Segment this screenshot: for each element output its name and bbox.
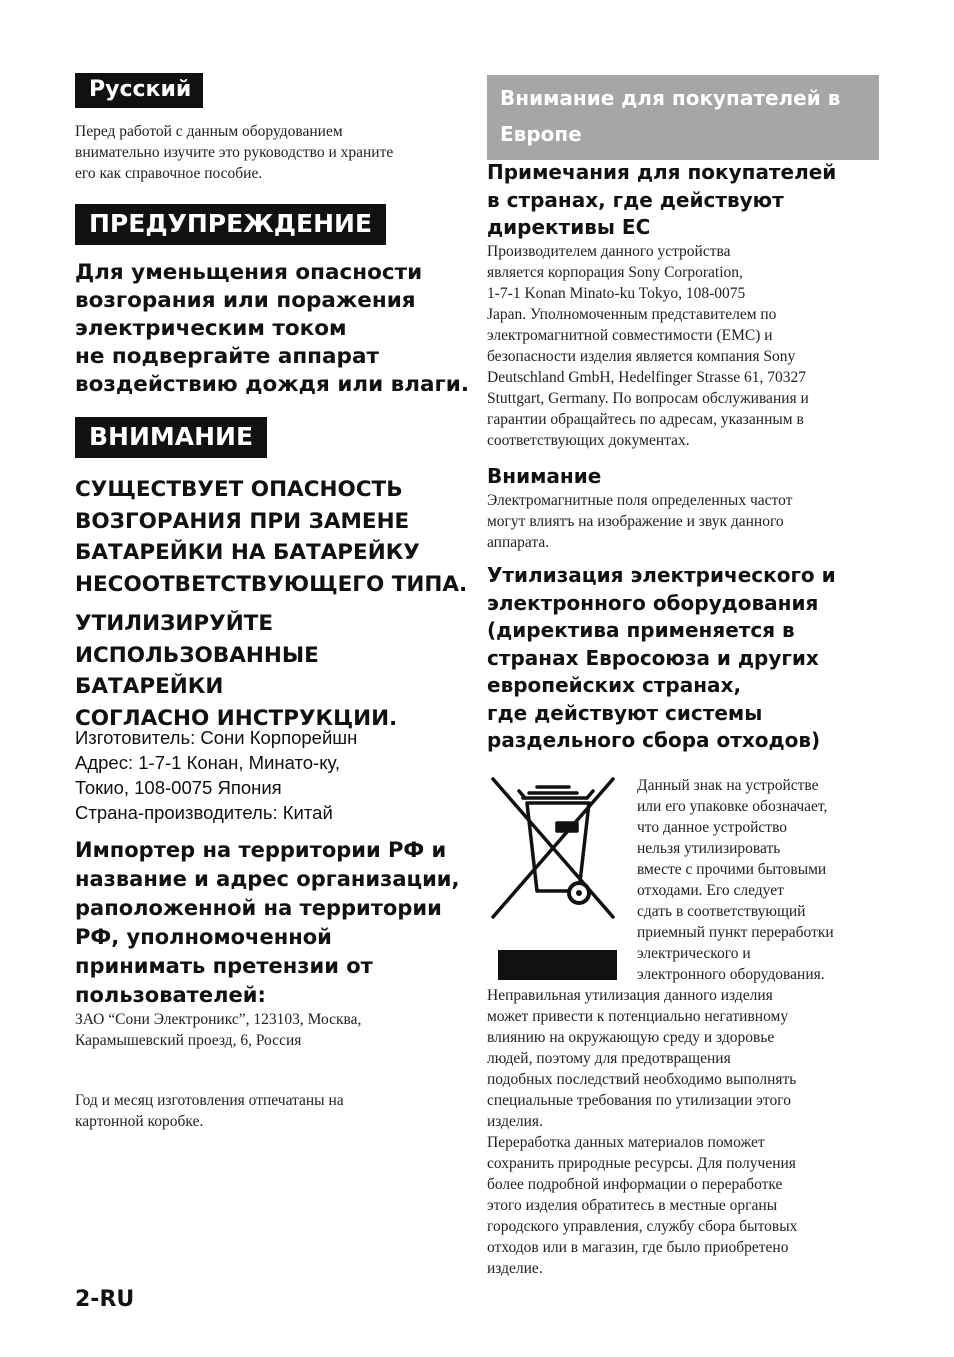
crossed-out-wheelie-bin-icon [487, 773, 619, 983]
attention-text: Электромагнитные поля определенных частот могут влиятъ на изображение и звук данного аппарата. [487, 492, 793, 551]
weee-text-1: Неправильная утилизация данного изделия может привести к потенциально негативному влиянию на окружающую среду и здоровье людей, поэтому для предотвращения подобных последствий необходимо выполнять специальные требования по утилизации этого изделия. [487, 987, 797, 1130]
manufacture-date-note: Год и месяц изготовления отпечатаны на картонной коробке. [75, 1092, 344, 1130]
manufacturer-info: Изготовитель: Сони Корпорейшн Адрес: 1-7-1 Конан, Минато-ку, Токио, 108-0075 Япония Страна-производитель: Китай [75, 727, 358, 823]
weee-side-text: Данный знак на устройстве или его упаковке обозначает, что данное устройство нельзя утилизировать вместе с прочими бытовыми отходами. Его следует сдать в соответствующий приемный пункт переработки электрического и электронного оборудования. [637, 777, 834, 983]
language-tag: Русский [75, 73, 203, 108]
eu-directive-heading: Примечания для покупателей в странах, где действуют директивы ЕС [487, 160, 837, 239]
warning-tag: ПРЕДУПРЕЖДЕНИЕ [75, 204, 386, 245]
intro-text: Перед работой с данным оборудованием внимательно изучите это руководство и храните его как справочное пособие. [75, 123, 394, 182]
importer-heading: Импортер на территории РФ и название и адрес организации, раположенной на территории РФ, уполномоченной принимать претензии от пользователей: [75, 838, 460, 1007]
page-number: 2-RU [75, 1287, 135, 1312]
caution-tag: ВНИМАНИЕ [75, 417, 267, 458]
importer-text: ЗАО “Сони Электроникс”, 123103, Москва, Карамышевский проезд, 6, Россия [75, 1011, 362, 1049]
weee-text-2: Переработка данных материалов поможет сохранить природные ресурсы. Для получения более подробной информации о переработке этого изделия обратитесь в местные органы городского управления, службу сбора бытовых отходов или в магазин, где было приобретено изделие. [487, 1134, 798, 1277]
attention-heading: Внимание [487, 464, 602, 488]
eu-directive-text: Производителем данного устройства является корпорация Sony Corporation, 1-7-1 Konan Minato-ku Tokyo, 108-0075 Japan. Уполномоченным представителем по электромагнитной совместимости (EMC) и безопасности изделия является компания Sony Deutschland GmbH, Hedelfinger Strasse 61, 70327 Stuttgart, Germany. По вопросам обслуживания и гарантии обращайтесь по адресам, указанным в соответствующих документах. [487, 243, 809, 449]
europe-header-box: Внимание для покупателей в Европе [487, 75, 879, 160]
caution-text-1: СУЩЕСТВУЕТ ОПАСНОСТЬ ВОЗГОРАНИЯ ПРИ ЗАМЕНЕ БАТАРЕЙКИ НА БАТАРЕЙКУ НЕСООТВЕТСТВУЮЩЕГО ТИПА. [75, 477, 468, 597]
warning-text: Для уменьщения опасности возгорания или поражения электрическим током не подвергайте аппарат воздействию дождя или влаги. [75, 260, 470, 397]
caution-text-2: УТИЛИЗИРУЙТЕ ИСПОЛЬЗОВАННЫЕ БАТАРЕЙКИ СОГЛАСНО ИНСТРУКЦИИ. [75, 611, 398, 731]
weee-heading: Утилизация электрического и электронного оборудования (директива применяется в странах Евросоюза и других европейских странах, где действуют системы раздельного сбора отходов) [487, 563, 836, 752]
